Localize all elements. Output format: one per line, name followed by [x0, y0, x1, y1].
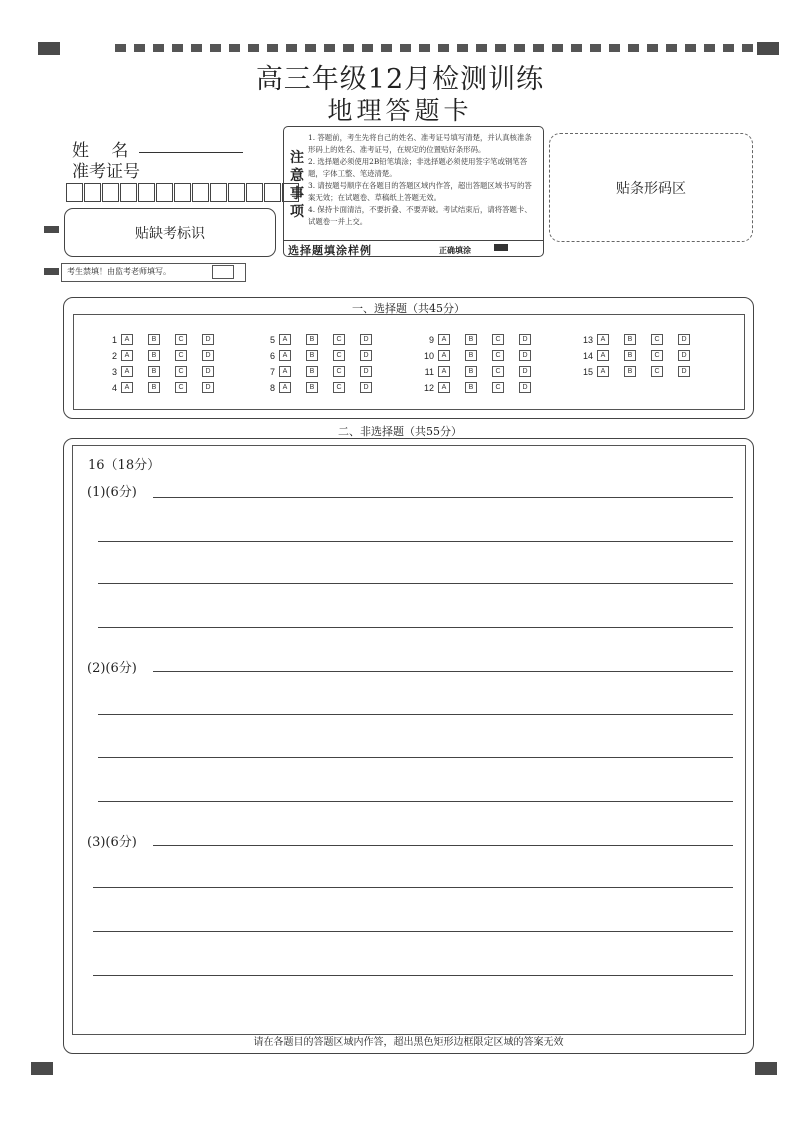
timing-mark [381, 44, 392, 52]
timing-mark [533, 44, 544, 52]
question-number: 4 [111, 382, 117, 393]
timing-mark [210, 44, 221, 52]
question-row-15 [577, 366, 705, 377]
option-a-bubble[interactable]: A [121, 382, 133, 393]
timing-mark [172, 44, 183, 52]
correct-fill-mark [494, 244, 508, 251]
side-mark-2 [44, 268, 59, 275]
correct-fill-label: 正确填涂 [439, 245, 471, 255]
timing-mark [495, 44, 506, 52]
option-a-bubble[interactable]: A [279, 382, 291, 393]
timing-mark [305, 44, 316, 52]
answer-line[interactable] [153, 671, 733, 672]
question-number: 6 [269, 350, 275, 361]
timing-mark [343, 44, 354, 52]
exam-title: 高三年级12月检测训练 [255, 64, 545, 95]
question-row-3 [101, 366, 229, 377]
question-number: 12 [423, 382, 434, 393]
answer-line[interactable] [98, 583, 733, 584]
option-c-bubble[interactable]: C [175, 350, 187, 361]
timing-mark [590, 44, 601, 52]
timing-mark [400, 44, 411, 52]
part-1-label: (1)(6分) [87, 485, 137, 500]
option-a-bubble[interactable]: A [438, 334, 450, 345]
option-d-bubble[interactable]: D [360, 350, 372, 361]
option-d-bubble[interactable]: D [678, 350, 690, 361]
timing-marks [115, 44, 755, 52]
option-b-bubble[interactable]: B [465, 334, 477, 345]
option-d-bubble[interactable]: D [202, 350, 214, 361]
question-row-6 [259, 350, 387, 361]
option-b-bubble[interactable]: B [306, 366, 318, 377]
answer-line[interactable] [98, 627, 733, 628]
option-c-bubble[interactable]: C [492, 382, 504, 393]
option-b-bubble[interactable]: B [624, 366, 636, 377]
question-16-label: 16（18分） [88, 458, 161, 473]
timing-mark [552, 44, 563, 52]
question-row-2 [101, 350, 229, 361]
option-c-bubble[interactable]: C [333, 334, 345, 345]
option-a-bubble[interactable]: A [597, 350, 609, 361]
option-c-bubble[interactable]: C [333, 382, 345, 393]
answer-area [72, 445, 746, 1035]
question-number: 10 [423, 350, 434, 361]
timing-mark [685, 44, 696, 52]
answer-line[interactable] [153, 845, 733, 846]
notice-item: 4. 保持卡面清洁，不要折叠、不要弄破。考试结束后，请将答题卡、试题卷一并上交。 [308, 205, 532, 226]
question-number: 11 [424, 366, 434, 377]
option-c-bubble[interactable]: C [175, 382, 187, 393]
question-row-10 [418, 350, 546, 361]
timing-mark [666, 44, 677, 52]
exam-number-label: 准考证号 [72, 162, 140, 182]
timing-mark [723, 44, 734, 52]
option-b-bubble[interactable]: B [306, 350, 318, 361]
corner-mark-bottom-right [755, 1062, 777, 1075]
option-a-bubble[interactable]: A [279, 334, 291, 345]
timing-mark [229, 44, 240, 52]
option-b-bubble[interactable]: B [148, 350, 160, 361]
option-d-bubble[interactable]: D [678, 366, 690, 377]
question-row-9 [418, 334, 546, 345]
answer-line[interactable] [153, 497, 733, 498]
option-b-bubble[interactable]: B [148, 366, 160, 377]
answer-line[interactable] [93, 975, 733, 976]
answer-line[interactable] [93, 887, 733, 888]
notice-heading: 注 意 事 项 [290, 150, 304, 220]
option-a-bubble[interactable]: A [438, 366, 450, 377]
timing-mark [438, 44, 449, 52]
option-d-bubble[interactable]: D [519, 366, 531, 377]
option-c-bubble[interactable]: C [175, 334, 187, 345]
option-d-bubble[interactable]: D [202, 382, 214, 393]
corner-mark-top-right [757, 42, 779, 55]
option-c-bubble[interactable]: C [333, 350, 345, 361]
question-number: 5 [269, 334, 275, 345]
option-b-bubble[interactable]: B [306, 334, 318, 345]
option-b-bubble[interactable]: B [306, 382, 318, 393]
option-d-bubble[interactable]: D [360, 382, 372, 393]
corner-mark-top-left [38, 42, 60, 55]
option-a-bubble[interactable]: A [121, 334, 133, 345]
question-number: 15 [582, 366, 593, 377]
multiple-choice-section [63, 297, 754, 419]
option-a-bubble[interactable]: A [279, 366, 291, 377]
timing-mark [248, 44, 259, 52]
notice-item: 3. 请按题号顺序在各题目的答题区域内作答，超出答题区域书写的答案无效；在试题卷、草稿纸上答题无效。 [308, 181, 532, 202]
timing-mark [457, 44, 468, 52]
answer-line[interactable] [98, 801, 733, 802]
question-number: 13 [582, 334, 593, 345]
option-a-bubble[interactable]: A [597, 334, 609, 345]
free-response-section [63, 438, 754, 1054]
option-c-bubble[interactable]: C [333, 366, 345, 377]
answer-line[interactable] [98, 541, 733, 542]
question-row-11 [418, 366, 546, 377]
question-number: 1 [111, 334, 117, 345]
option-a-bubble[interactable]: A [279, 350, 291, 361]
section2-title: 二、非选择题（共55分） [338, 425, 462, 438]
question-row-8 [259, 382, 387, 393]
option-a-bubble[interactable]: A [121, 350, 133, 361]
option-b-bubble[interactable]: B [465, 350, 477, 361]
timing-mark [134, 44, 145, 52]
notice-item: 1. 答题前，考生先将自己的姓名、准考证号填写清楚，并认真核准条形码上的姓名、准考证号，在规定的位置贴好条形码。 [308, 133, 532, 154]
name-field[interactable] [139, 135, 243, 153]
timing-mark [324, 44, 335, 52]
option-c-bubble[interactable]: C [651, 366, 663, 377]
option-d-bubble[interactable]: D [360, 334, 372, 345]
option-c-bubble[interactable]: C [651, 334, 663, 345]
option-c-bubble[interactable]: C [492, 350, 504, 361]
timing-mark [115, 44, 126, 52]
notice-item: 2. 选择题必须使用2B铅笔填涂；非选择题必须使用签字笔或钢笔答题，字体工整、笔迹清楚。 [308, 157, 528, 178]
option-d-bubble[interactable]: D [678, 334, 690, 345]
timing-mark [628, 44, 639, 52]
option-c-bubble[interactable]: C [651, 350, 663, 361]
option-d-bubble[interactable]: D [519, 382, 531, 393]
card-title: 地理答题卡 [327, 96, 473, 125]
option-a-bubble[interactable]: A [438, 382, 450, 393]
timing-mark [419, 44, 430, 52]
timing-mark [704, 44, 715, 52]
timing-mark [647, 44, 658, 52]
timing-mark [514, 44, 525, 52]
option-c-bubble[interactable]: C [492, 366, 504, 377]
barcode-area [549, 133, 753, 242]
proctor-note: 考生禁填！由监考老师填写。 [67, 267, 171, 276]
question-row-1 [101, 334, 229, 345]
option-b-bubble[interactable]: B [465, 366, 477, 377]
answer-line[interactable] [98, 757, 733, 758]
footer-warning: 请在各题目的答题区域内作答，超出黑色矩形边框限定区域的答案无效 [253, 1037, 564, 1048]
notice-box [283, 126, 544, 257]
proctor-checkbox[interactable] [212, 265, 234, 279]
timing-mark [153, 44, 164, 52]
absent-sticker-area [64, 208, 276, 257]
part-2-label: (2)(6分) [87, 661, 137, 676]
option-b-bubble[interactable]: B [465, 382, 477, 393]
option-d-bubble[interactable]: D [519, 350, 531, 361]
option-b-bubble[interactable]: B [624, 334, 636, 345]
question-number: 7 [269, 366, 275, 377]
option-c-bubble[interactable]: C [492, 334, 504, 345]
option-d-bubble[interactable]: D [202, 366, 214, 377]
answer-grid [73, 314, 745, 410]
timing-mark [286, 44, 297, 52]
part-3-label: (3)(6分) [87, 835, 137, 850]
answer-line[interactable] [98, 714, 733, 715]
question-number: 3 [111, 366, 117, 377]
name-label: 姓 名 [72, 141, 129, 161]
fill-example-label: 选择题填涂样例 [288, 244, 372, 257]
barcode-label: 贴条形码区 [616, 181, 686, 197]
proctor-fill-area [61, 263, 246, 282]
absent-label: 贴缺考标识 [135, 226, 205, 242]
timing-mark [362, 44, 373, 52]
option-c-bubble[interactable]: C [175, 366, 187, 377]
answer-line[interactable] [93, 931, 733, 932]
question-row-14 [577, 350, 705, 361]
corner-mark-bottom-left [31, 1062, 53, 1075]
question-number: 2 [111, 350, 117, 361]
option-b-bubble[interactable]: B [624, 350, 636, 361]
option-d-bubble[interactable]: D [519, 334, 531, 345]
option-d-bubble[interactable]: D [360, 366, 372, 377]
question-row-4 [101, 382, 229, 393]
timing-mark [609, 44, 620, 52]
timing-mark [742, 44, 753, 52]
side-mark-1 [44, 226, 59, 233]
option-b-bubble[interactable]: B [148, 382, 160, 393]
question-row-12 [418, 382, 546, 393]
option-a-bubble[interactable]: A [121, 366, 133, 377]
timing-mark [571, 44, 582, 52]
timing-mark [267, 44, 278, 52]
timing-mark [191, 44, 202, 52]
question-number: 9 [428, 334, 434, 345]
question-row-7 [259, 366, 387, 377]
section1-title: 一、选择题（共45分） [352, 302, 465, 315]
option-d-bubble[interactable]: D [202, 334, 214, 345]
question-number: 8 [269, 382, 275, 393]
exam-number-boxes[interactable] [66, 183, 300, 202]
timing-mark [476, 44, 487, 52]
notice-items [308, 132, 538, 228]
question-row-5 [259, 334, 387, 345]
question-number: 14 [582, 350, 593, 361]
option-b-bubble[interactable]: B [148, 334, 160, 345]
option-a-bubble[interactable]: A [597, 366, 609, 377]
question-row-13 [577, 334, 705, 345]
option-a-bubble[interactable]: A [438, 350, 450, 361]
